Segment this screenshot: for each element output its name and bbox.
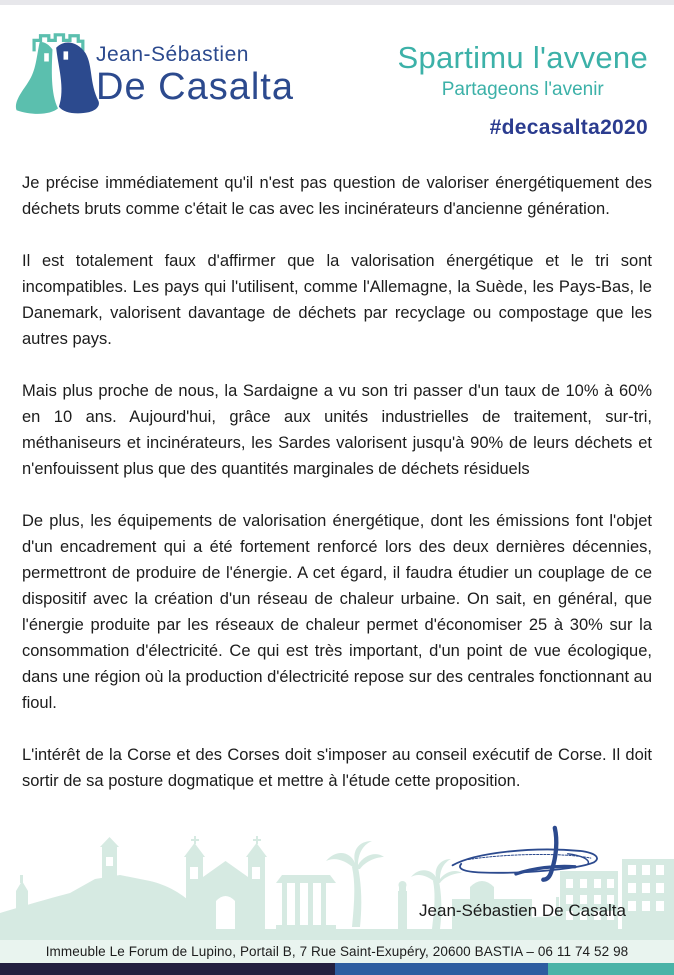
brand-first-name: Jean-Sébastien	[96, 43, 249, 66]
footer-color-bar	[0, 963, 674, 975]
slogan-block	[397, 42, 648, 101]
footer-bar-navy-segment	[0, 963, 335, 975]
brand-last-name: De Casalta	[96, 66, 294, 108]
slogan-corsican: Spartimu l'avvene	[397, 40, 648, 75]
signature-printed-name: Jean-Sébastien De Casalta	[419, 901, 626, 920]
brand-name-block	[96, 44, 294, 108]
handwritten-signature	[436, 825, 616, 897]
campaign-hashtag: #decasalta2020	[489, 116, 648, 139]
paragraph-1: Je précise immédiatement qu'il n'est pas question de valoriser énergétiquement des déchets bruts comme c'était le cas avec les incinérateurs d'ancienne génération.	[22, 174, 652, 218]
paragraph-3: Mais plus proche de nous, la Sardaigne a vu son tri passer d'un taux de 10% à 60% en 10 ans. Aujourd'hui, grâce aux unités industrielles de traitement, sur-tri, méthaniseurs et incinérateurs, les Sardes valorisent jusqu'à 90% de leurs déchets et n'enfouissent plus que des quantités marginales de déchets résiduels	[22, 382, 652, 478]
genoese-tower-logo-icon	[12, 28, 104, 118]
paragraph-2: Il est totalement faux d'affirmer que la valorisation énergétique et le tri sont incompatibles. Les pays qui l'utilisent, comme l'Allemagne, la Suède, les Pays-Bas, le Danemark, valorisent davantage de déchets par recyclage ou compostage que les autres pays.	[22, 252, 652, 348]
letter-body	[22, 170, 652, 820]
slogan-french: Partageons l'avenir	[441, 78, 604, 100]
footer-bar-teal-segment	[548, 963, 674, 975]
paragraph-5: L'intérêt de la Corse et des Corses doit s'imposer au conseil exécutif de Corse. Il doit sortir de sa posture dogmatique et mettre à l'étude cette proposition.	[22, 746, 652, 790]
footer-address: Immeuble Le Forum de Lupino, Portail B, 7 Rue Saint-Exupéry, 20600 BASTIA – 06 11 74 52 98	[0, 940, 674, 963]
top-border-strip	[0, 0, 674, 5]
footer-bar-blue-segment	[335, 963, 548, 975]
paragraph-4: De plus, les équipements de valorisation énergétique, dont les émissions font l'objet d'un encadrement qui a été fortement renforcé lors des deux dernières décennies, permettront de produire de l'énergie. A cet égard, il faudra étudier un couplage de ce dispositif avec la création d'un réseau de chaleur urbaine. On sait, en général, que l'énergie produite par les réseaux de chaleur permet d'économiser 25 à 30% sur la consommation d'électricité. Ce qui est très important, d'un point de vue écologique, dans une région où la production d'électricité repose sur des centrales fonctionnant au fioul.	[22, 512, 652, 712]
